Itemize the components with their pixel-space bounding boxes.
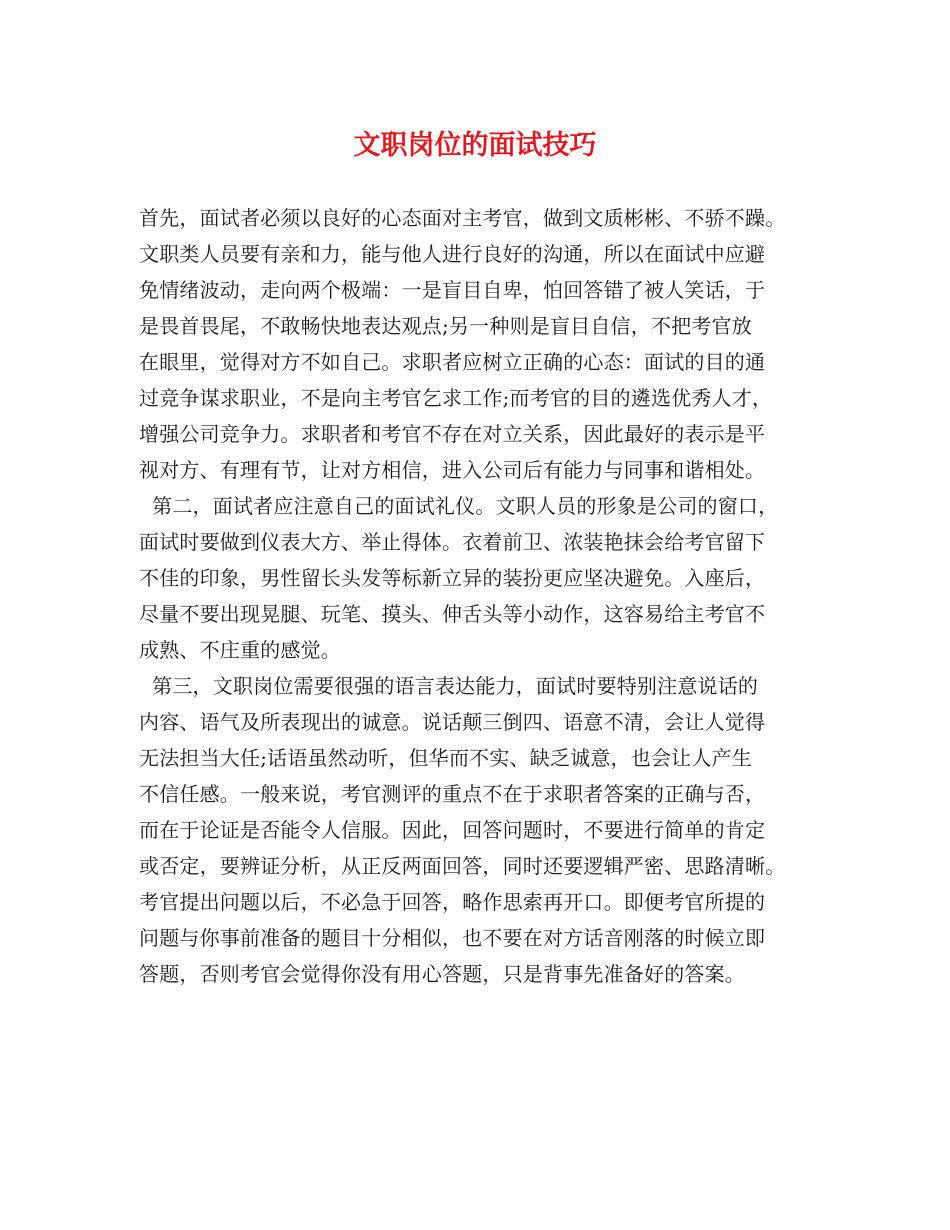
- text-line: 第三，文职岗位需要很强的语言表达能力，面试时要特别注意说话的: [139, 674, 759, 698]
- document-title: 文职岗位的面试技巧: [353, 130, 597, 161]
- text-line: 增强公司竞争力。求职者和考官不存在对立关系，因此最好的表示是平: [139, 422, 766, 446]
- text-line: 不信任感。一般来说，考官测评的重点不在于求职者答案的正确与否，: [139, 782, 766, 806]
- text-line: 面试时要做到仪表大方、举止得体。衣着前卫、浓装艳抹会给考官留下: [139, 530, 766, 554]
- text-line: 视对方、有理有节，让对方相信，进入公司后有能力与同事和谐相处。: [139, 458, 766, 482]
- text-line: 而在于论证是否能令人信服。因此，回答问题时，不要进行简单的肯定: [139, 818, 766, 842]
- text-line: 是畏首畏尾，不敢畅快地表达观点;另一种则是盲目自信，不把考官放: [139, 314, 752, 338]
- text-line: 免情绪波动，走向两个极端：一是盲目自卑，怕回答错了被人笑话，于: [139, 278, 766, 302]
- text-line: 考官提出问题以后，不必急于回答，略作思索再开口。即便考官所提的: [139, 890, 766, 914]
- text-line: 过竞争谋求职业，不是向主考官乞求工作;而考官的目的遴选优秀人才，: [139, 386, 773, 410]
- text-line: 问题与你事前准备的题目十分相似，也不要在对方话音刚落的时候立即: [139, 926, 766, 950]
- text-line: 内容、语气及所表现出的诚意。说话颠三倒四、语意不清，会让人觉得: [139, 710, 766, 734]
- text-line: 在眼里，觉得对方不如自己。求职者应树立正确的心态：面试的目的通: [139, 350, 766, 374]
- text-line: 不佳的印象，男性留长头发等标新立异的装扮更应坚决避免。入座后，: [139, 566, 766, 590]
- text-line: 第二，面试者应注意自己的面试礼仪。文职人员的形象是公司的窗口，: [139, 494, 779, 518]
- text-line: 成熟、不庄重的感觉。: [139, 638, 341, 662]
- text-line: 答题，否则考官会觉得你没有用心答题，只是背事先准备好的答案。: [139, 962, 745, 986]
- text-line: 首先，面试者必须以良好的心态面对主考官，做到文质彬彬、不骄不躁。: [139, 206, 786, 230]
- text-line: 文职类人员要有亲和力，能与他人进行良好的沟通，所以在面试中应避: [139, 242, 766, 266]
- text-line: 或否定，要辨证分析，从正反两面回答，同时还要逻辑严密、思路清晰。: [139, 854, 786, 878]
- text-line: 尽量不要出现晃腿、玩笔、摸头、伸舌头等小动作，这容易给主考官不: [139, 602, 766, 626]
- document-body: [139, 200, 839, 992]
- text-line: 无法担当大任;话语虽然动听，但华而不实、缺乏诚意，也会让人产生: [139, 746, 752, 770]
